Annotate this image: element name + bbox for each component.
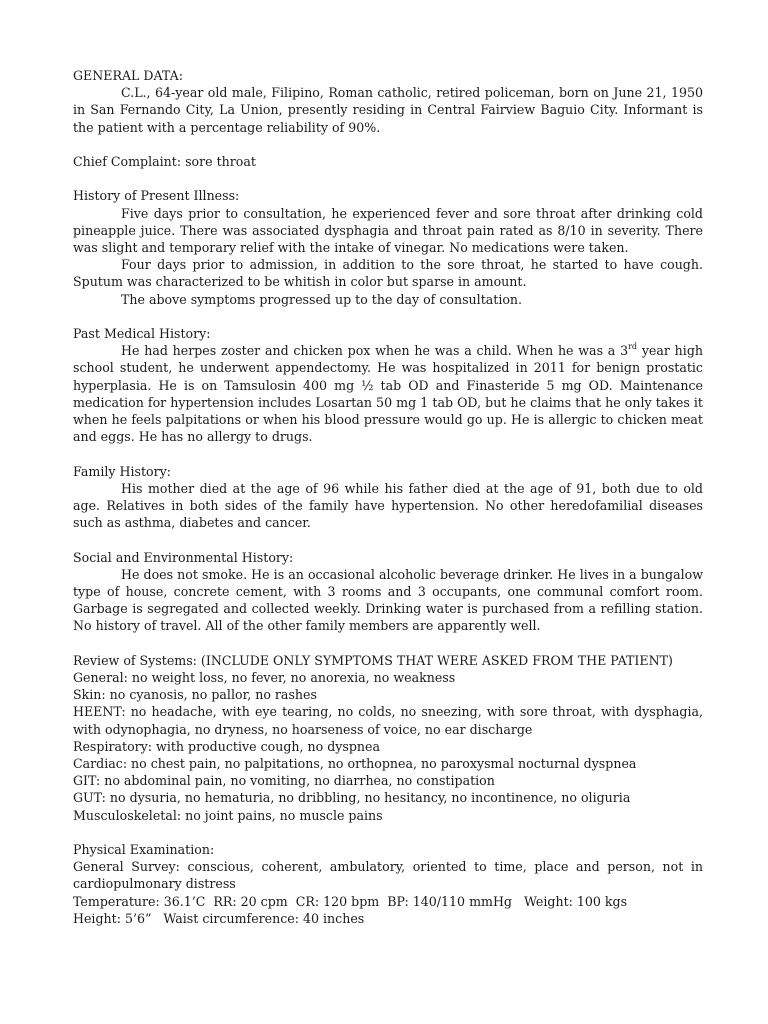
pmh-text-a: He had herpes zoster and chicken pox when he was a child. When he was a 3 [121,343,629,359]
hpi-heading: History of Present Illness: [73,188,240,204]
ros-general: General: no weight loss, no fever, no anorexia, no weakness [73,670,456,686]
hpi-paragraph-3: The above symptoms progressed up to the day of consultation. [121,291,523,307]
ros-git: GIT: no abdominal pain, no vomiting, no diarrhea, no constipation [73,773,495,789]
pe-vitals-line-1: Temperature: 36.1’C RR: 20 cpm CR: 120 bpm BP: 140/110 mmHg Weight: 100 kgs [73,893,628,909]
ros-heent: HEENT: no headache, with eye tearing, no colds, no sneezing, with sore throat, with dysphagia, with odynophagia, no dryness, no hoarseness of voice, no ear discharge [73,704,703,737]
pe-general-survey: General Survey: conscious, coherent, ambulatory, oriented to time, place and person, not in cardiopulmonary distress [73,859,703,892]
chief-complaint: Chief Complaint: sore throat [73,154,256,169]
ros-cardiac: Cardiac: no chest pain, no palpitations, no orthopnea, no paroxysmal nocturnal dyspnea [73,756,637,772]
general-data-heading: GENERAL DATA: [73,68,183,83]
ros-gut: GUT: no dysuria, no hematuria, no dribbling, no hesitancy, no incontinence, no oliguria [73,790,631,806]
pmh-text-b: year high school student, he underwent appendectomy. He was hospitalized in 2011 for benign prostatic hyperplasia. He is on Tamsulosin 400 mg ½ tab OD and Finasteride 5 mg OD. Maintenance medication for hypertension includes Losartan 50 mg 1 tab OD, but he claims that he only takes it when he feels palpitations or when his blood pressure would go up. He is allergic to chicken meat and eggs. He has no allergy to drugs. [73,343,703,445]
ros-musculoskeletal: Musculoskeletal: no joint pains, no muscle pains [73,807,383,823]
general-data-text: C.L., 64-year old male, Filipino, Roman catholic, retired policeman, born on June 21, 1950 in San Fernando City, La Union, presently residing in Central Fairview Baguio City. Informant is the patient with a percentage reliability of 90%. [73,85,703,135]
ros-heading: Review of Systems: (INCLUDE ONLY SYMPTOMS THAT WERE ASKED FROM THE PATIENT) [73,652,673,668]
pe-vitals-line-2: Height: 5’6” Waist circumference: 40 inches [73,910,365,926]
social-history-heading: Social and Environmental History: [73,549,294,565]
pmh-ordinal-sup: rd [628,342,638,352]
hpi-paragraph-2: Four days prior to admission, in addition to the sore throat, he started to have cough. Sputum was characterized to be whitish in color but sparse in amount. [73,257,703,290]
pmh-heading: Past Medical History: [73,326,211,341]
ros-respiratory: Respiratory: with productive cough, no dyspnea [73,738,380,754]
document-page [73,67,703,927]
social-history-text: He does not smoke. He is an occasional alcoholic beverage drinker. He lives in a bungalow type of house, concrete cement, with 3 rooms and 3 occupants, one communal comfort room. Garbage is segregated and collected weekly. Drinking water is purchased from a refilling station. No history of travel. All of the other family members are apparently well. [73,566,703,634]
hpi-paragraph-1: Five days prior to consultation, he experienced fever and sore throat after drinking cold pineapple juice. There was associated dysphagia and throat pain rated as 8/10 in severity. There was slight and temporary relief with the intake of vinegar. No medications were taken. [73,205,703,255]
family-history-heading: Family History: [73,463,172,479]
ros-skin: Skin: no cyanosis, no pallor, no rashes [73,687,317,703]
family-history-text: His mother died at the age of 96 while his father died at the age of 91, both due to old age. Relatives in both sides of the family have hypertension. No other heredofamilial diseases such as asthma, diabetes and cancer. [73,480,703,531]
pmh-text [73,342,703,445]
pe-heading: Physical Examination: [73,842,215,858]
